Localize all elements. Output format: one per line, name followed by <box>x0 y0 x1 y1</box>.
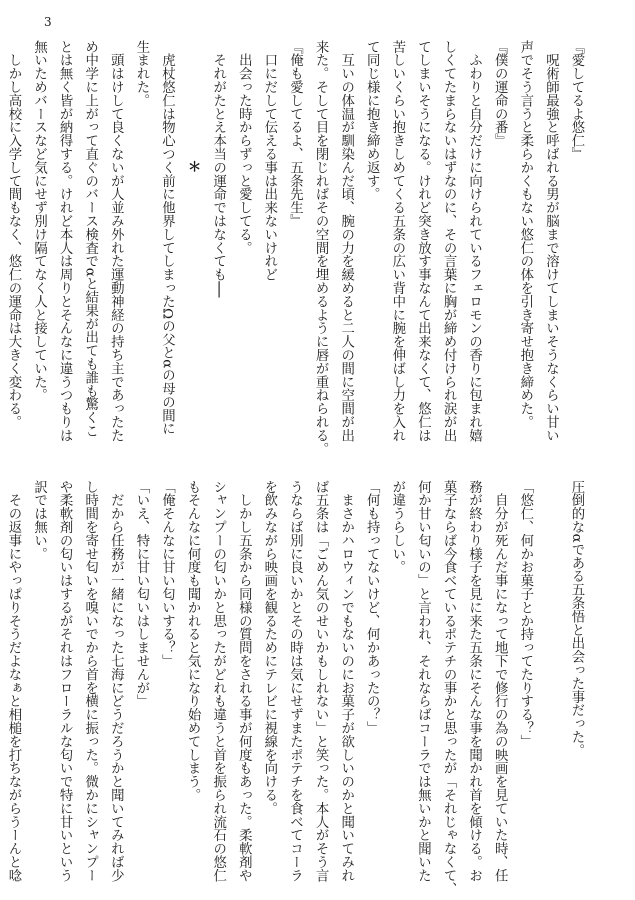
text-line: 口にだして伝える事は出来ないけれど <box>261 40 277 282</box>
text-line: を飲みながら映画を観るためにテレビに視線を向ける。 <box>261 480 277 815</box>
text-line: しくてたまらないはずなのに、その言葉に胸が締め付けられ涙が出 <box>441 40 457 442</box>
text-line: し時間を寄せ匂いを嗅いでから首を横に振った。微かにシャンプー <box>82 480 98 882</box>
text-line: 出会った時からずっと愛してる。 <box>236 40 252 255</box>
text-line: め中学に上がって直ぐのバース検査でαと結果が出ても誰も驚くこ <box>82 40 98 438</box>
text-line: うならば別に良いかとその時は気にせずまたポテチを食べてコーラ <box>287 480 303 882</box>
text-line: ば五条は「ごめん気のせいかもしれない」と笑った。本人がそう言 <box>313 480 329 882</box>
text-line: 苦しいくらい抱きしめてくる五条の広い背中に腕を伸ばし力を入れ <box>389 40 405 442</box>
text-line: しかし高校に入学して間もなく、悠仁の運命は大きく変わる。 <box>5 40 21 429</box>
text-line: 訳では無い。 <box>31 480 47 561</box>
page-number: 3 <box>44 15 52 29</box>
text-line: それがたとえ本当の運命ではなくても── <box>210 40 226 298</box>
text-line: 自分が死んだ事になって地下で修行の為の映画を見ていた時、任 <box>492 480 508 882</box>
text-line: 互いの体温が馴染んだ頃、腕の力を緩めると二人の間に空間が出 <box>338 40 354 442</box>
text-line: 「いえ、特に甘い匂いはしませんが」 <box>133 480 149 708</box>
text-line: てしまいそうになる。けれど突き放す事なんて出来なくて、悠仁は <box>415 40 431 442</box>
text-line <box>538 480 564 890</box>
text-line: だから任務が一緒になった七海にどうだろうかと聞いてみれば少 <box>108 480 124 882</box>
text-line: 生まれた。 <box>133 40 149 107</box>
text-line: 『僕の運命の番』 <box>492 40 508 148</box>
text-line: 圧倒的なαである五条悟と出会った事だった。 <box>569 480 584 758</box>
lower-text-column <box>5 480 589 896</box>
text-line: 虎杖悠仁は物心つく前に他界してしまったΩの父とαの母の間に <box>159 40 175 436</box>
text-line: 呪術師最強と呼ばれる男が脳まで溶けてしまいそうなくらい甘い <box>543 40 559 442</box>
text-line: もそんなに何度も聞かれると気になり始めてしまう。 <box>185 480 201 802</box>
text-line: 『愛してるよ悠仁』 <box>569 40 584 161</box>
text-line: ふわりと自分だけに向けられているフェロモンの香りに包まれ嬉 <box>466 40 482 442</box>
text-line: が違うらしい。 <box>389 480 405 574</box>
text-line: 務が終わり様子を見に来た五条にそんな事を聞かれ首を傾ける。お <box>466 480 482 882</box>
text-line: 「悠仁、何かお菓子とか持ってたりする？」 <box>517 480 533 748</box>
text-line: 「何も持ってないけど、何かあったの？」 <box>364 480 380 735</box>
text-line: 来た。そして目を閉じればその空間を埋めるように唇が重ねられる。 <box>313 40 329 456</box>
text-line: しかし五条から同様の質問をされる事が何度もあった。柔軟剤や <box>236 480 252 882</box>
text-line: 「俺そんなに甘い匂いする？」 <box>159 480 175 668</box>
text-line: 頭はけして良くないが人並み外れた運動神経の持ち主であったた <box>108 40 124 442</box>
text-line: 『俺も愛してるよ、五条先生』 <box>287 40 303 228</box>
text-line: その返事にやっぱりそうだよなぁと相槌を打ちながらうーんと唸 <box>5 480 21 882</box>
text-line: 菓子ならば今食べているポテチの事かと思ったが「それじゃなくて、 <box>441 480 457 896</box>
text-line: て同じ様に抱き締め返す。 <box>364 40 380 201</box>
text-line: や柔軟剤の匂いはするがそれはフローラルな匂いで特に甘いという <box>57 480 73 882</box>
upper-text-column <box>5 40 589 470</box>
text-line: まさかハロウィンでもないのにお菓子が欲しいのかと聞いてみれ <box>338 480 354 882</box>
text-line: 無いためバースなど気にせず別け隔てなく人と接していた。 <box>31 40 47 402</box>
text-line: とは無く皆が納得する。けれど本人は周りとそんなに違うつもりは <box>57 40 73 442</box>
text-line: シャンプーの匂いかと思ったがどれも違うと首を振られ流石の悠仁 <box>210 480 226 882</box>
section-break-asterisk: ＊ <box>185 160 202 174</box>
text-line: 声でそう言うと柔らかくもない悠仁の体を引き寄せ抱き締めた。 <box>517 40 533 429</box>
text-line: 何か甘い匂いの」と言われ、それならばコーラでは無いかと聞いた <box>415 480 431 882</box>
